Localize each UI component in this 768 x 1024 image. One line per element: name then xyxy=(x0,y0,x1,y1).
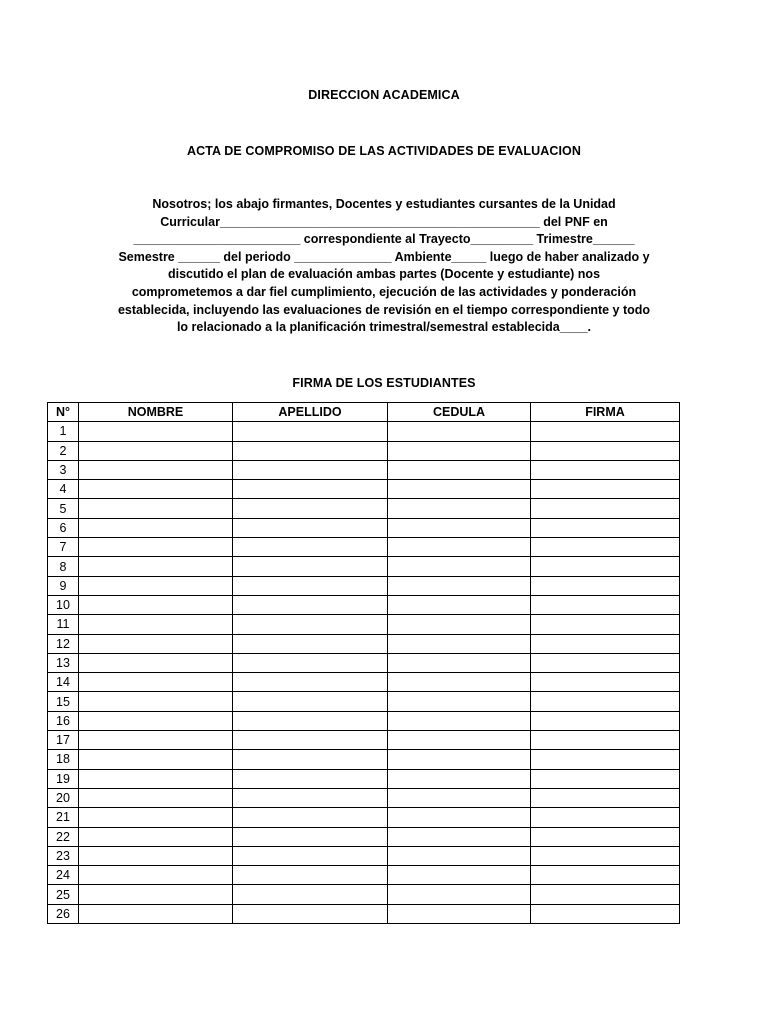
id-cell[interactable] xyxy=(388,557,531,576)
statement-line: comprometemos a dar fiel cumplimiento, ejecución de las actividades y ponderación xyxy=(131,284,637,299)
name-cell[interactable] xyxy=(79,518,233,537)
name-cell[interactable] xyxy=(79,750,233,769)
id-cell[interactable] xyxy=(388,460,531,479)
id-cell[interactable] xyxy=(388,866,531,885)
id-cell[interactable] xyxy=(388,595,531,614)
id-cell[interactable] xyxy=(388,731,531,750)
name-cell[interactable] xyxy=(79,480,233,499)
table-row xyxy=(48,653,680,672)
table-row xyxy=(48,634,680,653)
signature-cell[interactable] xyxy=(531,731,680,750)
id-cell[interactable] xyxy=(388,692,531,711)
commitment-statement xyxy=(90,196,678,337)
surname-cell[interactable] xyxy=(233,615,388,634)
column-header-id: CEDULA xyxy=(388,403,531,422)
signature-cell[interactable] xyxy=(531,576,680,595)
id-cell[interactable] xyxy=(388,422,531,441)
table-row xyxy=(48,576,680,595)
signature-cell[interactable] xyxy=(531,846,680,865)
table-row xyxy=(48,480,680,499)
name-cell[interactable] xyxy=(79,538,233,557)
row-number: 22 xyxy=(48,827,79,846)
column-header-number: N° xyxy=(48,403,79,422)
signature-cell[interactable] xyxy=(531,653,680,672)
id-cell[interactable] xyxy=(388,518,531,537)
signature-cell[interactable] xyxy=(531,808,680,827)
row-number: 4 xyxy=(48,480,79,499)
surname-cell[interactable] xyxy=(233,557,388,576)
column-header-signature: FIRMA xyxy=(531,403,680,422)
table-row xyxy=(48,750,680,769)
surname-cell[interactable] xyxy=(233,653,388,672)
name-cell[interactable] xyxy=(79,576,233,595)
table-row xyxy=(48,615,680,634)
name-cell[interactable] xyxy=(79,460,233,479)
statement-line: ________________________ correspondiente al Trayecto_________ Trimestre______ xyxy=(133,232,635,247)
signature-cell[interactable] xyxy=(531,788,680,807)
table-row xyxy=(48,595,680,614)
surname-cell[interactable] xyxy=(233,750,388,769)
row-number: 14 xyxy=(48,673,79,692)
id-cell[interactable] xyxy=(388,827,531,846)
surname-cell[interactable] xyxy=(233,885,388,904)
table-row xyxy=(48,692,680,711)
signature-cell[interactable] xyxy=(531,711,680,730)
surname-cell[interactable] xyxy=(233,846,388,865)
row-number: 2 xyxy=(48,441,79,460)
table-row xyxy=(48,788,680,807)
surname-cell[interactable] xyxy=(233,576,388,595)
table-row xyxy=(48,885,680,904)
id-cell[interactable] xyxy=(388,615,531,634)
id-cell[interactable] xyxy=(388,711,531,730)
surname-cell[interactable] xyxy=(233,904,388,923)
row-number: 15 xyxy=(48,692,79,711)
signature-cell[interactable] xyxy=(531,595,680,614)
table-row xyxy=(48,904,680,923)
name-cell[interactable] xyxy=(79,731,233,750)
signature-cell[interactable] xyxy=(531,480,680,499)
row-number: 3 xyxy=(48,460,79,479)
statement-line: lo relacionado a la planificación trimestral/semestral establecida____. xyxy=(176,320,592,335)
name-cell[interactable] xyxy=(79,557,233,576)
table-row xyxy=(48,441,680,460)
statement-line: Nosotros; los abajo firmantes, Docentes y estudiantes cursantes de la Unidad xyxy=(152,197,616,211)
name-cell[interactable] xyxy=(79,441,233,460)
surname-cell[interactable] xyxy=(233,788,388,807)
row-number: 17 xyxy=(48,731,79,750)
table-row xyxy=(48,846,680,865)
id-cell[interactable] xyxy=(388,769,531,788)
document-subtitle: ACTA DE COMPROMISO DE LAS ACTIVIDADES DE EVALUACION xyxy=(186,144,581,158)
row-number: 24 xyxy=(48,866,79,885)
surname-cell[interactable] xyxy=(233,866,388,885)
row-number: 13 xyxy=(48,653,79,672)
signature-cell[interactable] xyxy=(531,866,680,885)
name-cell[interactable] xyxy=(79,808,233,827)
name-cell[interactable] xyxy=(79,904,233,923)
table-row xyxy=(48,769,680,788)
signature-cell[interactable] xyxy=(531,769,680,788)
row-number: 18 xyxy=(48,750,79,769)
signature-cell[interactable] xyxy=(531,441,680,460)
row-number: 7 xyxy=(48,538,79,557)
name-cell[interactable] xyxy=(79,866,233,885)
row-number: 23 xyxy=(48,846,79,865)
name-cell[interactable] xyxy=(79,499,233,518)
table-row xyxy=(48,499,680,518)
signature-cell[interactable] xyxy=(531,422,680,441)
row-number: 6 xyxy=(48,518,79,537)
row-number: 21 xyxy=(48,808,79,827)
name-cell[interactable] xyxy=(79,827,233,846)
name-cell[interactable] xyxy=(79,595,233,614)
signature-cell[interactable] xyxy=(531,518,680,537)
id-cell[interactable] xyxy=(388,441,531,460)
table-row xyxy=(48,673,680,692)
row-number: 1 xyxy=(48,422,79,441)
signature-cell[interactable] xyxy=(531,750,680,769)
signature-cell[interactable] xyxy=(531,885,680,904)
row-number: 10 xyxy=(48,595,79,614)
signature-cell[interactable] xyxy=(531,615,680,634)
row-number: 25 xyxy=(48,885,79,904)
surname-cell[interactable] xyxy=(233,422,388,441)
surname-cell[interactable] xyxy=(233,731,388,750)
statement-line: Semestre ______ del periodo ______________ Ambiente_____ luego de haber analizado y xyxy=(118,249,650,264)
table-row xyxy=(48,557,680,576)
table-row xyxy=(48,538,680,557)
id-cell[interactable] xyxy=(388,653,531,672)
id-cell[interactable] xyxy=(388,673,531,692)
surname-cell[interactable] xyxy=(233,441,388,460)
table-row xyxy=(48,460,680,479)
signature-cell[interactable] xyxy=(531,634,680,653)
surname-cell[interactable] xyxy=(233,673,388,692)
name-cell[interactable] xyxy=(79,422,233,441)
name-cell[interactable] xyxy=(79,634,233,653)
id-cell[interactable] xyxy=(388,576,531,595)
id-cell[interactable] xyxy=(388,499,531,518)
table-row xyxy=(48,866,680,885)
name-cell[interactable] xyxy=(79,692,233,711)
surname-cell[interactable] xyxy=(233,460,388,479)
signature-cell[interactable] xyxy=(531,460,680,479)
name-cell[interactable] xyxy=(79,673,233,692)
surname-cell[interactable] xyxy=(233,808,388,827)
id-cell[interactable] xyxy=(388,538,531,557)
statement-line: establecida, incluyendo las evaluaciones de revisión en el tiempo correspondiente y todo xyxy=(117,302,651,317)
id-cell[interactable] xyxy=(388,885,531,904)
table-row xyxy=(48,422,680,441)
id-cell[interactable] xyxy=(388,904,531,923)
name-cell[interactable] xyxy=(79,615,233,634)
name-cell[interactable] xyxy=(79,846,233,865)
signature-cell[interactable] xyxy=(531,692,680,711)
surname-cell[interactable] xyxy=(233,634,388,653)
table-row xyxy=(48,731,680,750)
signature-cell[interactable] xyxy=(531,827,680,846)
name-cell[interactable] xyxy=(79,653,233,672)
surname-cell[interactable] xyxy=(233,769,388,788)
statement-line: Curricular______________________________________________ del PNF en xyxy=(160,214,608,229)
surname-cell[interactable] xyxy=(233,538,388,557)
table-header-row xyxy=(48,403,680,422)
row-number: 20 xyxy=(48,788,79,807)
row-number: 8 xyxy=(48,557,79,576)
table-body xyxy=(48,422,680,924)
column-header-surname: APELLIDO xyxy=(233,403,388,422)
row-number: 26 xyxy=(48,904,79,923)
surname-cell[interactable] xyxy=(233,692,388,711)
surname-cell[interactable] xyxy=(233,499,388,518)
name-cell[interactable] xyxy=(79,769,233,788)
surname-cell[interactable] xyxy=(233,711,388,730)
row-number: 12 xyxy=(48,634,79,653)
signature-cell[interactable] xyxy=(531,673,680,692)
row-number: 19 xyxy=(48,769,79,788)
statement-line: discutido el plan de evaluación ambas partes (Docente y estudiante) nos xyxy=(167,267,601,282)
surname-cell[interactable] xyxy=(233,827,388,846)
table-row xyxy=(48,518,680,537)
signature-cell[interactable] xyxy=(531,499,680,518)
table-row xyxy=(48,808,680,827)
document-title: DIRECCION ACADEMICA xyxy=(308,88,460,102)
id-cell[interactable] xyxy=(388,480,531,499)
name-cell[interactable] xyxy=(79,885,233,904)
row-number: 9 xyxy=(48,576,79,595)
surname-cell[interactable] xyxy=(233,595,388,614)
table-row xyxy=(48,827,680,846)
name-cell[interactable] xyxy=(79,711,233,730)
column-header-name: NOMBRE xyxy=(79,403,233,422)
id-cell[interactable] xyxy=(388,788,531,807)
name-cell[interactable] xyxy=(79,788,233,807)
row-number: 5 xyxy=(48,499,79,518)
signatures-title: FIRMA DE LOS ESTUDIANTES xyxy=(292,376,476,390)
table-row xyxy=(48,711,680,730)
signature-cell[interactable] xyxy=(531,538,680,557)
id-cell[interactable] xyxy=(388,634,531,653)
id-cell[interactable] xyxy=(388,808,531,827)
id-cell[interactable] xyxy=(388,846,531,865)
row-number: 16 xyxy=(48,711,79,730)
signature-cell[interactable] xyxy=(531,904,680,923)
student-signature-table xyxy=(47,402,680,924)
surname-cell[interactable] xyxy=(233,480,388,499)
row-number: 11 xyxy=(48,615,79,634)
signature-cell[interactable] xyxy=(531,557,680,576)
id-cell[interactable] xyxy=(388,750,531,769)
surname-cell[interactable] xyxy=(233,518,388,537)
